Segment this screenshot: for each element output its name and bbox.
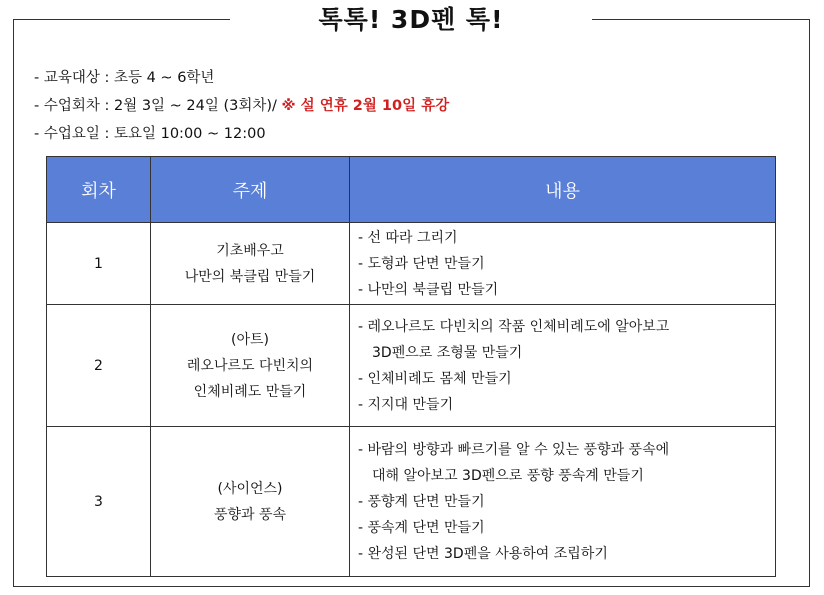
session-number: 3 xyxy=(47,427,151,577)
page-title: 톡톡! 3D펜 톡! xyxy=(318,5,504,34)
content-item: - 완성된 단면 3D펜을 사용하여 조립하기 xyxy=(358,545,608,562)
content-item: 3D펜으로 조형물 만들기 xyxy=(372,344,523,361)
table-row xyxy=(47,305,776,427)
table-row xyxy=(47,223,776,305)
session-content xyxy=(350,305,776,427)
info-target xyxy=(34,68,214,88)
holiday-note: ※ 설 연휴 2월 10일 휴강 xyxy=(281,98,450,114)
content-item: - 바람의 방향과 빠르기를 알 수 있는 풍향과 풍속에 xyxy=(358,441,670,458)
content-item: - 도형과 단면 만들기 xyxy=(358,255,485,272)
info-day-text: - 수업요일 : 토요일 10:00 ~ 12:00 xyxy=(34,126,266,142)
content-item: - 레오나르도 다빈치의 작품 인체비례도에 알아보고 xyxy=(358,318,670,335)
header-content: 내용 xyxy=(350,157,776,223)
topic-line: 나만의 북클립 만들기 xyxy=(184,268,316,285)
content-item: - 지지대 만들기 xyxy=(358,396,454,413)
info-target-text: - 교육대상 : 초등 4 ~ 6학년 xyxy=(34,70,215,86)
table-header-row xyxy=(47,157,776,223)
content-item: - 풍향계 단면 만들기 xyxy=(358,493,485,510)
topic-line: 인체비례도 만들기 xyxy=(193,383,307,400)
content-item: 대해 알아보고 3D펜으로 풍향 풍속계 만들기 xyxy=(372,467,644,484)
title-box xyxy=(230,2,592,38)
content-item: - 나만의 북클립 만들기 xyxy=(358,281,499,298)
session-content xyxy=(350,223,776,305)
header-session: 회차 xyxy=(47,157,151,223)
session-topic xyxy=(151,223,350,305)
schedule-table xyxy=(46,156,776,577)
info-day xyxy=(34,124,266,144)
content-item: - 인체비례도 몸체 만들기 xyxy=(358,370,512,387)
header-topic: 주제 xyxy=(151,157,350,223)
topic-line: (사이언스) xyxy=(217,480,283,497)
session-topic xyxy=(151,305,350,427)
session-content xyxy=(350,427,776,577)
session-topic xyxy=(151,427,350,577)
topic-line: 레오나르도 다빈치의 xyxy=(186,357,314,374)
content-item: - 선 따라 그리기 xyxy=(358,229,458,246)
topic-line: (아트) xyxy=(231,331,269,348)
topic-line: 풍향과 풍속 xyxy=(213,506,287,523)
table-row xyxy=(47,427,776,577)
info-sessions-text: - 수업회차 : 2월 3일 ~ 24일 (3회차)/ xyxy=(34,98,282,114)
content-item: - 풍속계 단면 만들기 xyxy=(358,519,485,536)
session-number: 2 xyxy=(47,305,151,427)
topic-line: 기초배우고 xyxy=(216,242,284,259)
info-sessions xyxy=(34,96,449,116)
session-number: 1 xyxy=(47,223,151,305)
